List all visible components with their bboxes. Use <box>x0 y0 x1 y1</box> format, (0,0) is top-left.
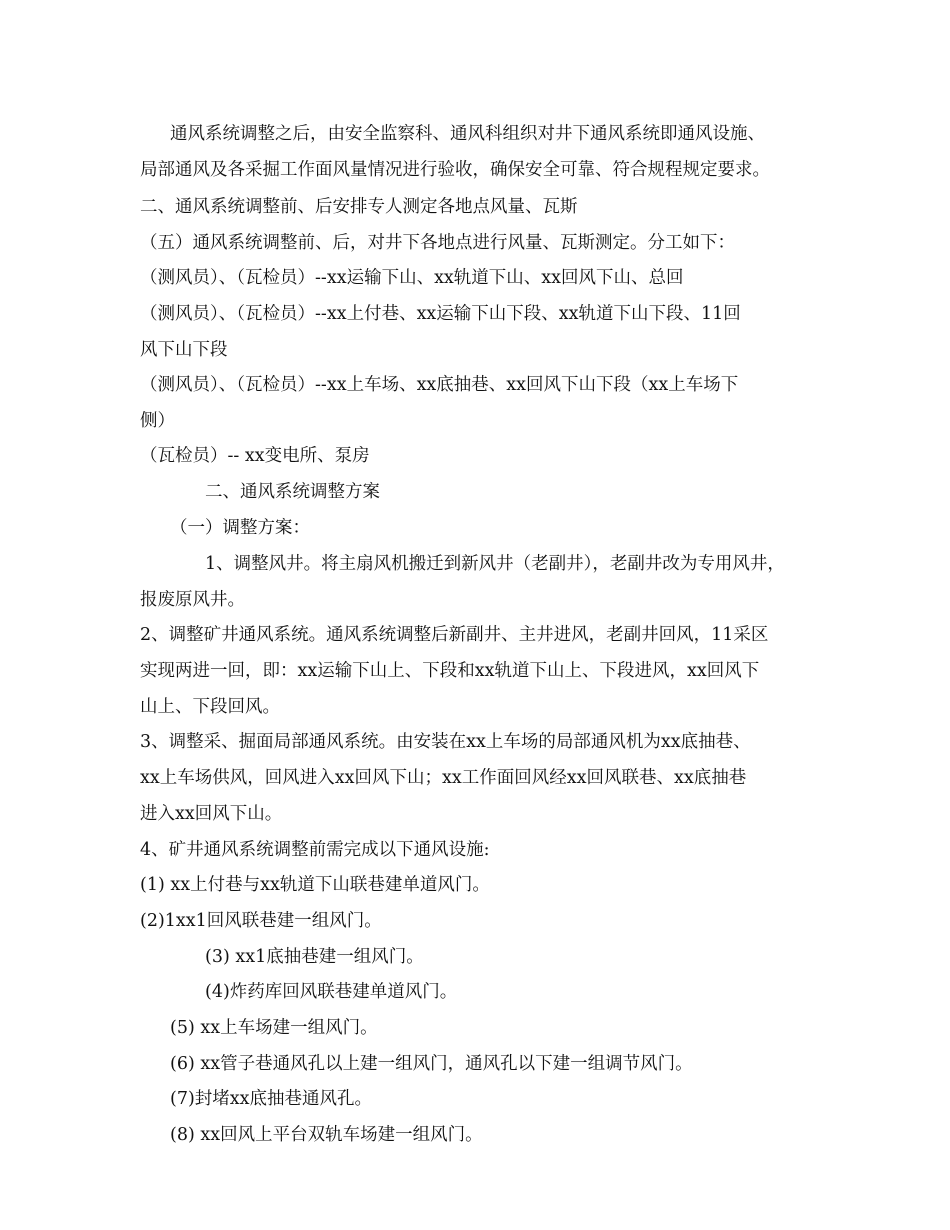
list-item: (2)1xx1回风联巷建一组风门。 <box>140 911 382 931</box>
paragraph-line: （五）通风系统调整前、后，对井下各地点进行风量、瓦斯测定。分工如下： <box>140 233 735 253</box>
paragraph-line: （测风员）、（瓦检员）--xx上付巷、xx运输下山下段、xx轨道下山下段、11回 <box>140 304 741 324</box>
list-item: (7)封堵xx底抽巷通风孔。 <box>170 1089 373 1109</box>
paragraph-line: 1、调整风井。将主扇风机搬迁到新风井（老副井），老副井改为专用风井， <box>205 554 785 574</box>
list-item: (1) xx上付巷与xx轨道下山联巷建单道风门。 <box>140 875 490 895</box>
paragraph-line: 风下山下段 <box>140 340 228 360</box>
list-item: (4)炸药库回风联巷建单道风门。 <box>205 982 458 1002</box>
paragraph-line: 山上、下段回风。 <box>140 697 280 717</box>
section-heading: 二、通风系统调整方案 <box>205 482 380 502</box>
paragraph-line: 实现两进一回，即：xx运输下山上、下段和xx轨道下山上、下段进风，xx回风下 <box>140 661 760 681</box>
paragraph-line: （测风员）、（瓦检员）--xx运输下山、xx轨道下山、xx回风下山、总回 <box>140 268 684 288</box>
paragraph-line: 2、调整矿井通风系统。通风系统调整后新副井、主井进风，老副井回风，11采区 <box>140 625 769 645</box>
paragraph-line: （测风员）、（瓦检员）--xx上车场、xx底抽巷、xx回风下山下段（xx上车场下 <box>140 375 739 395</box>
paragraph-line: 报废原风井。 <box>140 590 245 610</box>
paragraph-line: 进入xx回风下山。 <box>140 804 283 824</box>
section-heading: 二、通风系统调整前、后安排专人测定各地点风量、瓦斯 <box>140 197 578 217</box>
list-item: (6) xx管子巷通风孔以上建一组风门，通风孔以下建一组调节风门。 <box>170 1054 693 1074</box>
list-item: (3) xx1底抽巷建一组风门。 <box>205 947 424 967</box>
paragraph-line: 局部通风及各采掘工作面风量情况进行验收，确保安全可靠、符合规程规定要求。 <box>140 160 770 180</box>
list-item: (8) xx回风上平台双轨车场建一组风门。 <box>170 1125 483 1145</box>
paragraph-line: xx上车场供风，回风进入xx回风下山；xx工作面回风经xx回风联巷、xx底抽巷 <box>140 768 747 788</box>
subsection-heading: （一）调整方案： <box>170 518 310 538</box>
paragraph-line: 侧） <box>140 411 175 431</box>
paragraph-line: （瓦检员）-- xx变电所、泵房 <box>140 446 370 466</box>
paragraph-line: 通风系统调整之后，由安全监察科、通风科组织对井下通风系统即通风设施、 <box>170 124 765 144</box>
list-heading: 4、矿井通风系统调整前需完成以下通风设施: <box>140 840 490 860</box>
list-item: (5) xx上车场建一组风门。 <box>170 1018 378 1038</box>
paragraph-line: 3、调整采、掘面局部通风系统。由安装在xx上车场的局部通风机为xx底抽巷、 <box>140 732 751 752</box>
